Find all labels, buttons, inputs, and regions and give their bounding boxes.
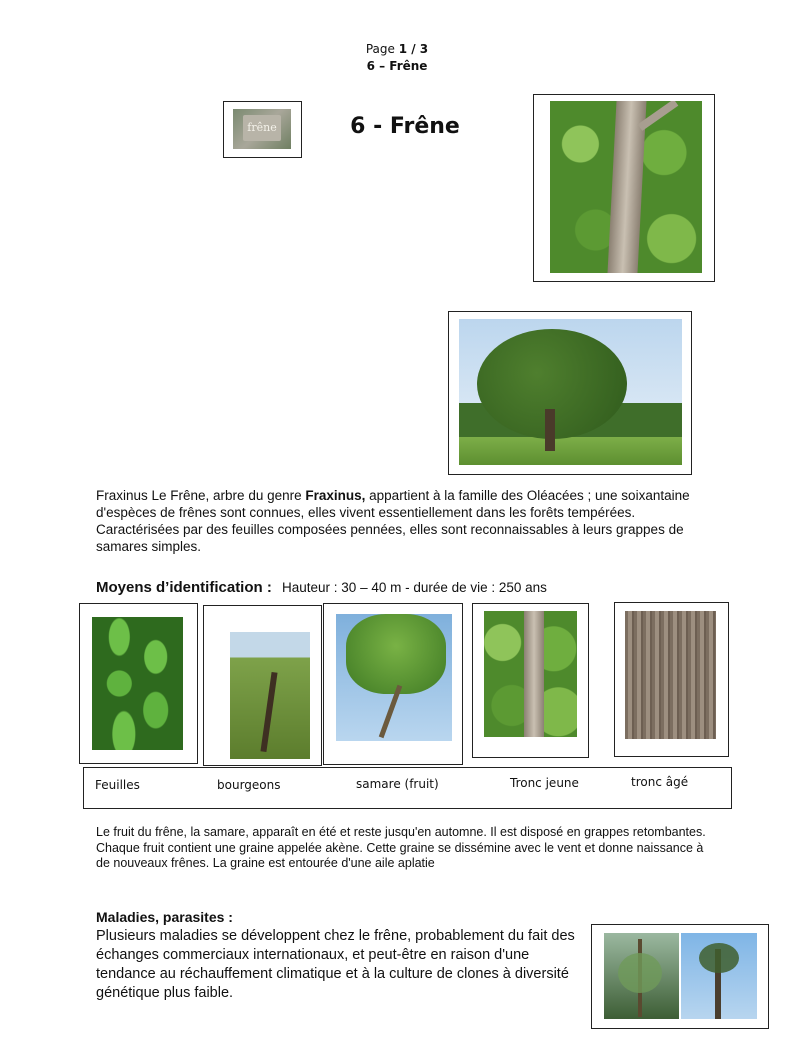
- ash-tree-image: [459, 319, 682, 465]
- gallery-frame-samara: [323, 603, 463, 765]
- intro-text-1: Fraxinus Le Frêne, arbre du genre: [96, 488, 306, 503]
- captions-box: [83, 767, 732, 809]
- photo-frame-trunk: [533, 94, 715, 282]
- page-title: 6 - Frêne: [350, 114, 460, 139]
- caption-samara: samare (fruit): [356, 777, 439, 791]
- diseases-heading: Maladies, parasites :: [96, 909, 233, 925]
- intro-genus: Fraxinus,: [305, 488, 366, 503]
- caption-old-trunk: tronc âgé: [631, 775, 689, 789]
- page-number: [0, 42, 794, 56]
- photo-frame-tree: [448, 311, 692, 475]
- leaves-image: [92, 617, 183, 750]
- logo-text: frêne: [247, 121, 277, 134]
- identification-heading: Moyens d’identification :: [96, 579, 272, 596]
- intro-text-2: appartient à la famille des Oléacées ; une soixantaine d'espèces de frênes sont connues, elles vivent essentiellement dans les forêts tempérées. Caractérisées par des feuilles composées pennées, elles sont reconnaissables à leurs grappes de samares simples.: [96, 488, 690, 554]
- logo-frame: [223, 101, 302, 158]
- caption-buds: bourgeons: [217, 778, 281, 792]
- gallery-frame-buds: [203, 605, 322, 766]
- caption-young-trunk: Tronc jeune: [510, 776, 579, 790]
- gallery-frame-leaves: [79, 603, 198, 764]
- identification-details: Hauteur : 30 – 40 m - durée de vie : 250 ans: [282, 580, 547, 595]
- logo-sign-image: [233, 109, 291, 149]
- old-trunk-image: [625, 611, 716, 739]
- diseased-plant-image: [604, 933, 679, 1019]
- ash-trunk-image: [550, 101, 702, 273]
- diseased-tree-image: [681, 933, 757, 1019]
- photo-frame-diseases: [591, 924, 769, 1029]
- page-label: Page: [365, 42, 399, 56]
- caption-leaves: Feuilles: [95, 778, 140, 792]
- page-count: 1 / 3: [398, 42, 429, 56]
- buds-image: [230, 632, 310, 759]
- young-trunk-image: [484, 611, 577, 737]
- intro-paragraph: [96, 487, 716, 555]
- gallery-frame-old-trunk: [614, 602, 729, 757]
- gallery-frame-young-trunk: [472, 603, 589, 758]
- page-subtitle: 6 – Frêne: [366, 59, 428, 73]
- fruit-paragraph: Le fruit du frêne, la samare, apparaît en été et reste jusqu'en automne. Il est disposé en grappes retombantes. Chaque fruit contient une graine appelée akène. Cette graine se dissémine avec le vent et donne naissance à de nouveaux frênes. La graine est entourée d'une aile aplatie: [96, 825, 706, 870]
- diseases-paragraph: Plusieurs maladies se développent chez le frêne, probablement du fait des échanges commerciaux internationaux, et peut-être en raison d'une tendance au réchauffement climatique et à la culture de clones à diversité génétique plus faible.: [96, 928, 575, 1001]
- identification-line: [96, 579, 716, 596]
- samara-image: [336, 614, 452, 741]
